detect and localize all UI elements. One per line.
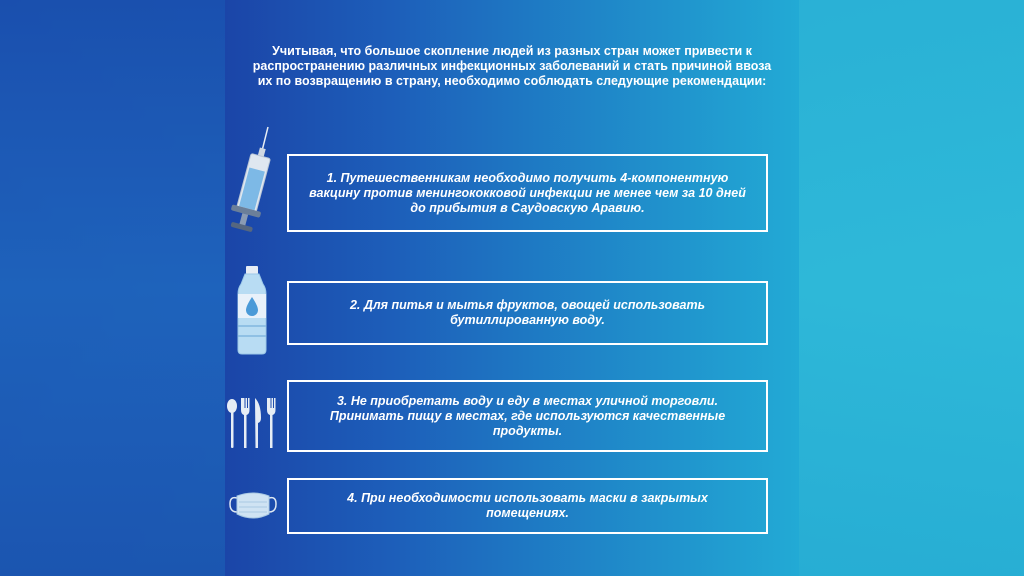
recommendation-card-3 bbox=[287, 380, 768, 452]
recommendation-text-1: 1. Путешественникам необходимо получить 4-компонентную вакцину против менингококковой инфекции не менее чем за 10 дней до прибытия в Саудовскую Аравию. bbox=[309, 170, 746, 215]
recommendation-card-1 bbox=[287, 154, 768, 232]
recommendation-text-2: 2. Для питья и мытья фруктов, овощей использовать бутиллированную воду. bbox=[349, 298, 706, 327]
face-mask-icon bbox=[229, 488, 277, 524]
background-right bbox=[799, 0, 1024, 576]
recommendation-text-4: 4. При необходимости использовать маски в закрытых помещениях. bbox=[347, 491, 708, 520]
cutlery-icon bbox=[224, 394, 280, 450]
background-left bbox=[0, 0, 225, 576]
syringe-icon bbox=[228, 125, 278, 237]
water-bottle-icon bbox=[234, 264, 270, 356]
recommendation-text-3: 3. Не приобретать воду и еду в местах уличной торговли. Принимать пищу в местах, где используются качественные продукты. bbox=[329, 393, 726, 438]
recommendation-card-4 bbox=[287, 478, 768, 534]
intro-text: Учитывая, что большое скопление людей из разных стран может привести к распространению различных инфекционных заболеваний и стать причиной ввоза их по возвращению в страну, необходимо соблюдать следующие рекомендации: bbox=[252, 44, 772, 88]
recommendation-card-2 bbox=[287, 281, 768, 345]
